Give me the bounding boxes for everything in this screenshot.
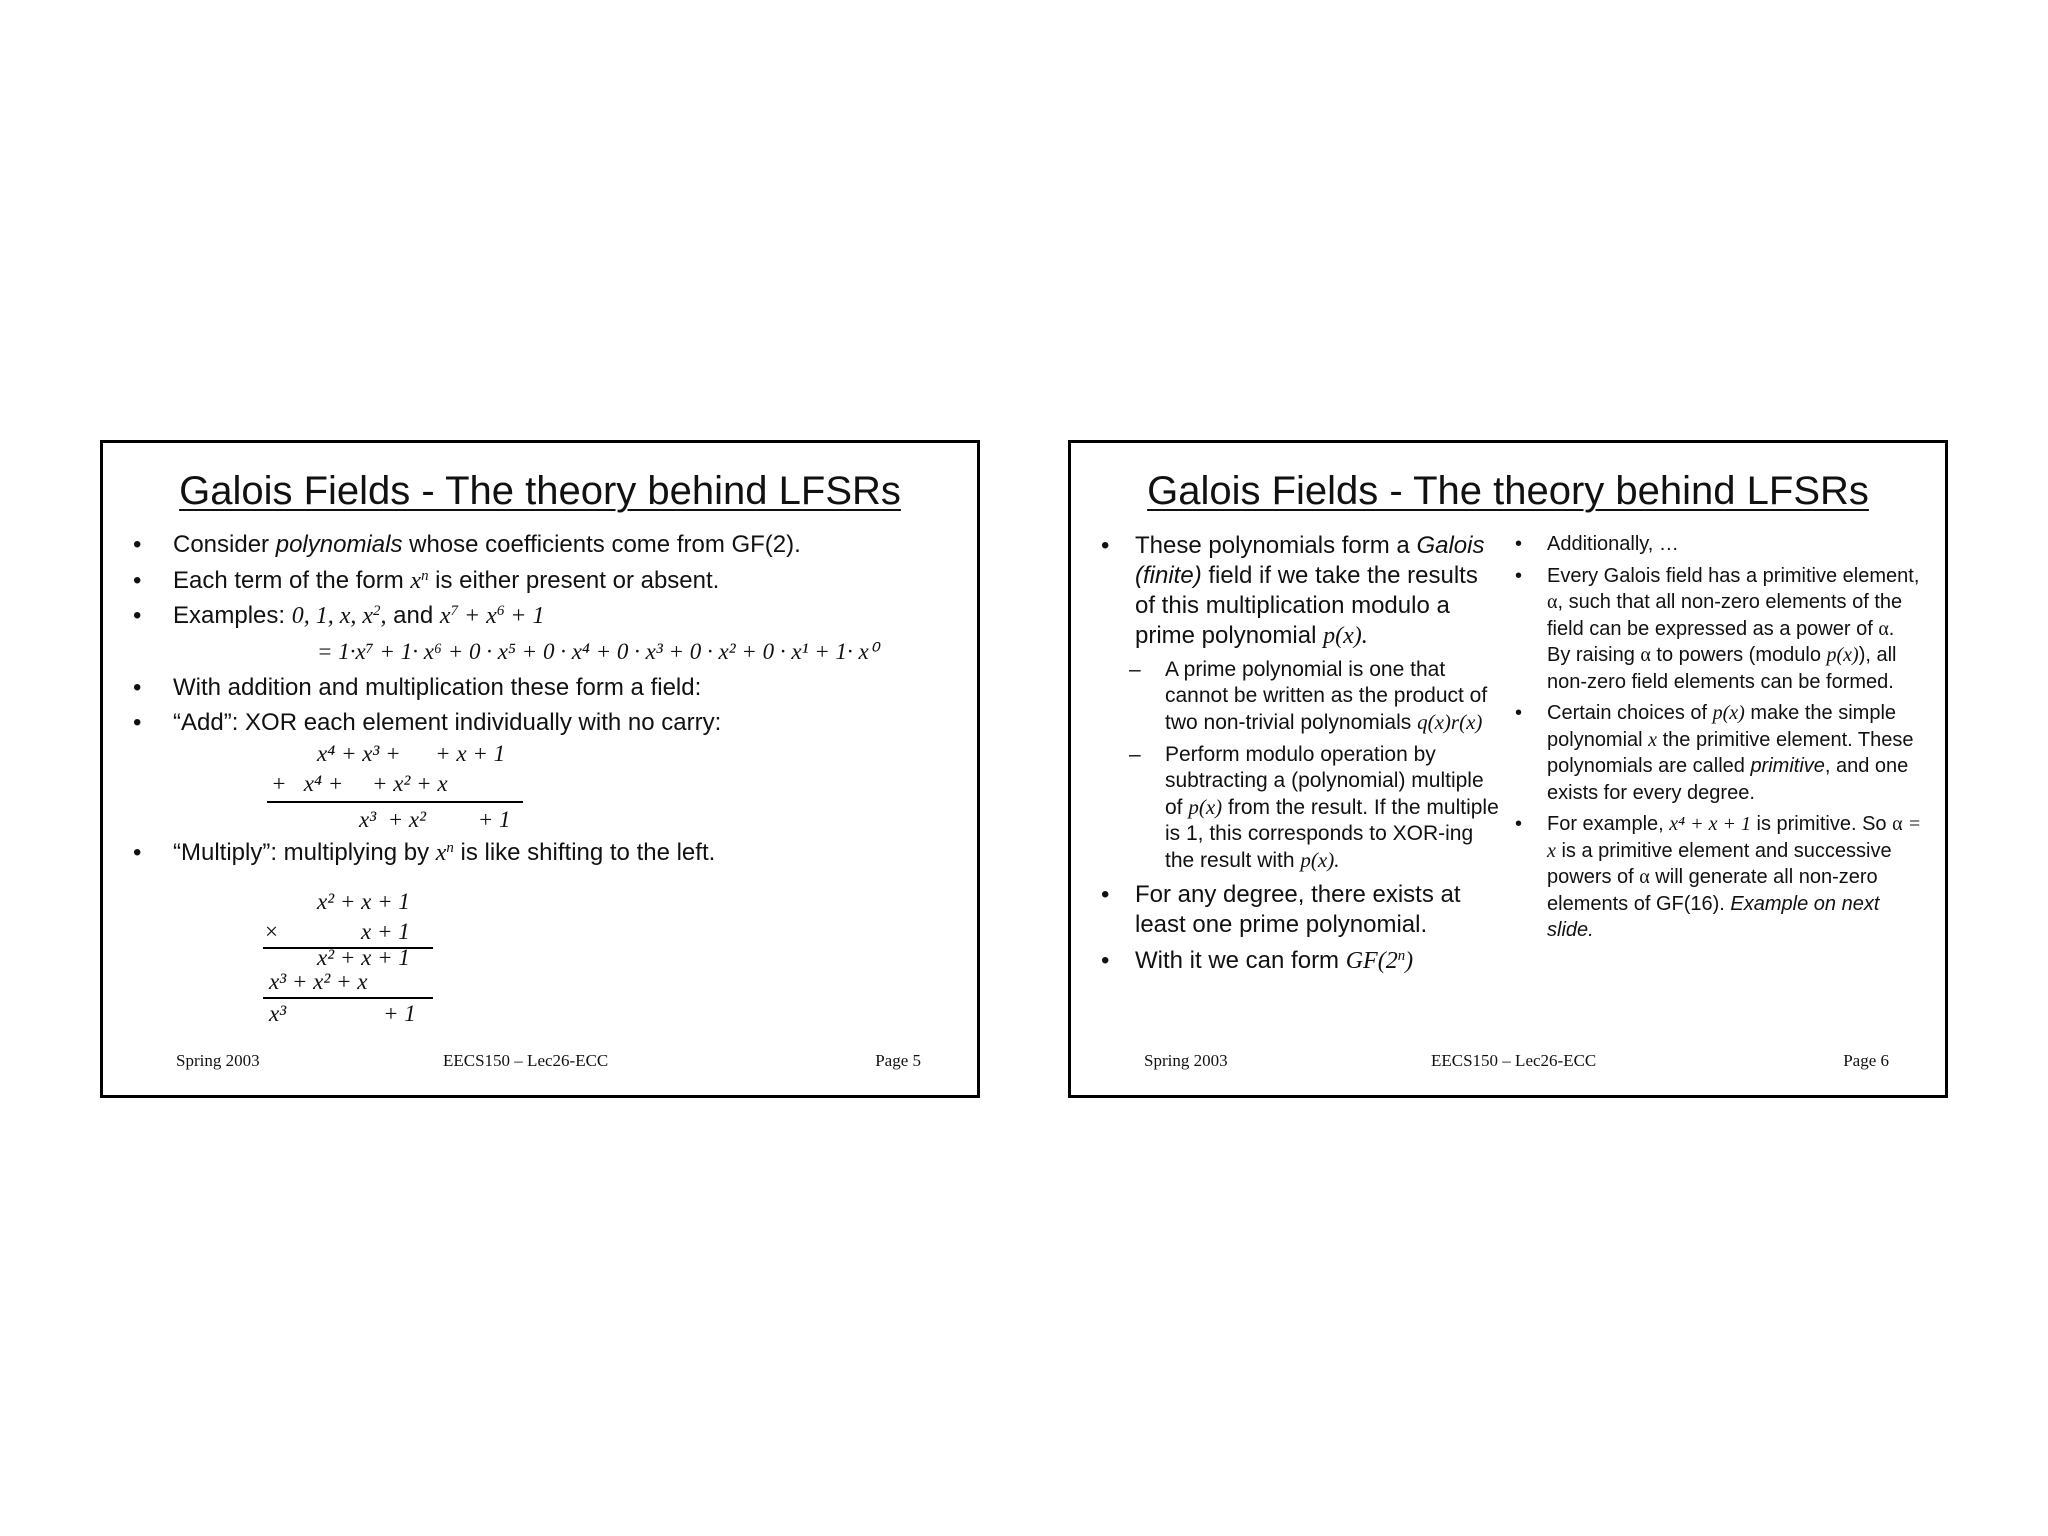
bullet-dot: • [133, 674, 142, 701]
add-row-2: + x⁴ + + x² + x [271, 771, 448, 796]
mul-sign: × [265, 919, 278, 944]
bullet-dot: • [133, 567, 142, 594]
bullet-dot: • [1101, 947, 1110, 974]
right-column [1515, 531, 1923, 949]
mul-row-2: x + 1 [361, 919, 410, 944]
add-rule [267, 801, 523, 803]
bullet-examples: Examples: 0, 1, x, $x^2$, and $x^7 + x^6 + 1$ [173, 602, 545, 629]
mul-row-1: x² + x + 1 [317, 889, 410, 914]
bullet-polynomials: Consider polynomials whose coefficients come from GF(2). [173, 531, 801, 558]
bullet-dot: • [133, 602, 142, 629]
bullet-degree: • For any degree, there exists at least one prime polynomial. [1101, 881, 1461, 938]
left-column [1101, 531, 1501, 982]
bullet-term-form: Each term of the form $x^n$ is either present or absent. [173, 567, 720, 594]
footer-page: Page 5 [875, 1051, 921, 1070]
bullet-dot: • [1101, 881, 1110, 908]
bullet-additionally: • Additionally, … [1515, 531, 1923, 558]
bullet-example: • For example, x⁴ + x + 1 is primitive. So α = x is a primitive element and successive powers of α will generate all non-zero elements of GF(16). Example on next slide. [1515, 813, 1922, 941]
bullet-dot: • [133, 839, 142, 866]
footer-course: EECS150 – Lec26-ECC [1431, 1051, 1597, 1070]
bullet-dot: • [1515, 813, 1523, 835]
mul-row-4: x³ + x² + x [269, 969, 368, 994]
bullet-dot: • [1101, 532, 1110, 559]
footer-page: Page 6 [1843, 1051, 1889, 1070]
footer-course: EECS150 – Lec26-ECC [443, 1051, 609, 1070]
bullet-dot: • [133, 531, 142, 558]
sub-bullet-modulo: – Perform modulo operation by subtracting a (polynomial) multiple of p(x) from the result. If the multiple is 1, this corresponds to XOR-ing the result with p(x). [1129, 743, 1499, 872]
sub-bullet-prime: – A prime polynomial is one that cannot be written as the product of two non-trivial polynomials q(x)r(x) [1129, 658, 1488, 734]
mul-row-3: x² + x + 1 [317, 945, 410, 970]
dash-marker: – [1129, 743, 1141, 766]
polynomial-expansion: = 1·x⁷ + 1· x⁶ + 0 · x⁵ + 0 · x⁴ + 0 · x³ + 0 · x² + 0 · x¹ + 1· x⁰ [317, 639, 878, 664]
bullet-dot: • [1515, 702, 1523, 724]
bullet-dot: • [1515, 564, 1523, 587]
bullet-dot: • [1515, 533, 1523, 555]
add-row-1: x⁴ + x³ + + x + 1 [317, 741, 506, 766]
dash-marker: – [1129, 658, 1141, 681]
bullet-dot: • [133, 709, 142, 736]
mul-rule-2 [263, 997, 433, 999]
slide-title: Galois Fields - The theory behind LFSRs [1147, 469, 1869, 513]
bullet-primitive-element: • Every Galois field has a primitive element, α, such that all non-zero elements of the field can be expressed as a power of α. By raising α to powers (modulo p(x)), all non-zero field elements can be formed. [1515, 564, 1920, 693]
mul-row-5-term: x³ [269, 1001, 287, 1026]
footer-date: Spring 2003 [176, 1051, 260, 1070]
mul-row-5-const: + 1 [383, 1001, 416, 1026]
footer-date: Spring 2003 [1144, 1051, 1228, 1070]
add-result: x³ + x² + 1 [359, 807, 511, 832]
slide-page-5 [100, 440, 980, 1098]
bullet-multiply: “Multiply”: multiplying by $x^n$ is like shifting to the left. [173, 839, 716, 866]
slide-title: Galois Fields - The theory behind LFSRs [179, 469, 901, 513]
bullet-add: “Add”: XOR each element individually with no carry: [173, 709, 722, 736]
bullet-gf: • With it we can form GF(2$^n$) [1101, 947, 1414, 974]
bullet-primitive-polynomials: • Certain choices of p(x) make the simple polynomial x the primitive element. These polynomials are called primitive, and one exists for every degree. [1515, 702, 1914, 804]
slide-page-6 [1068, 440, 1948, 1098]
bullet-field: With addition and multiplication these form a field: [173, 674, 702, 701]
bullet-galois-field: • These polynomials form a Galois (finite) field if we take the results of this multiplication modulo a prime polynomial p(x). [1101, 532, 1485, 649]
